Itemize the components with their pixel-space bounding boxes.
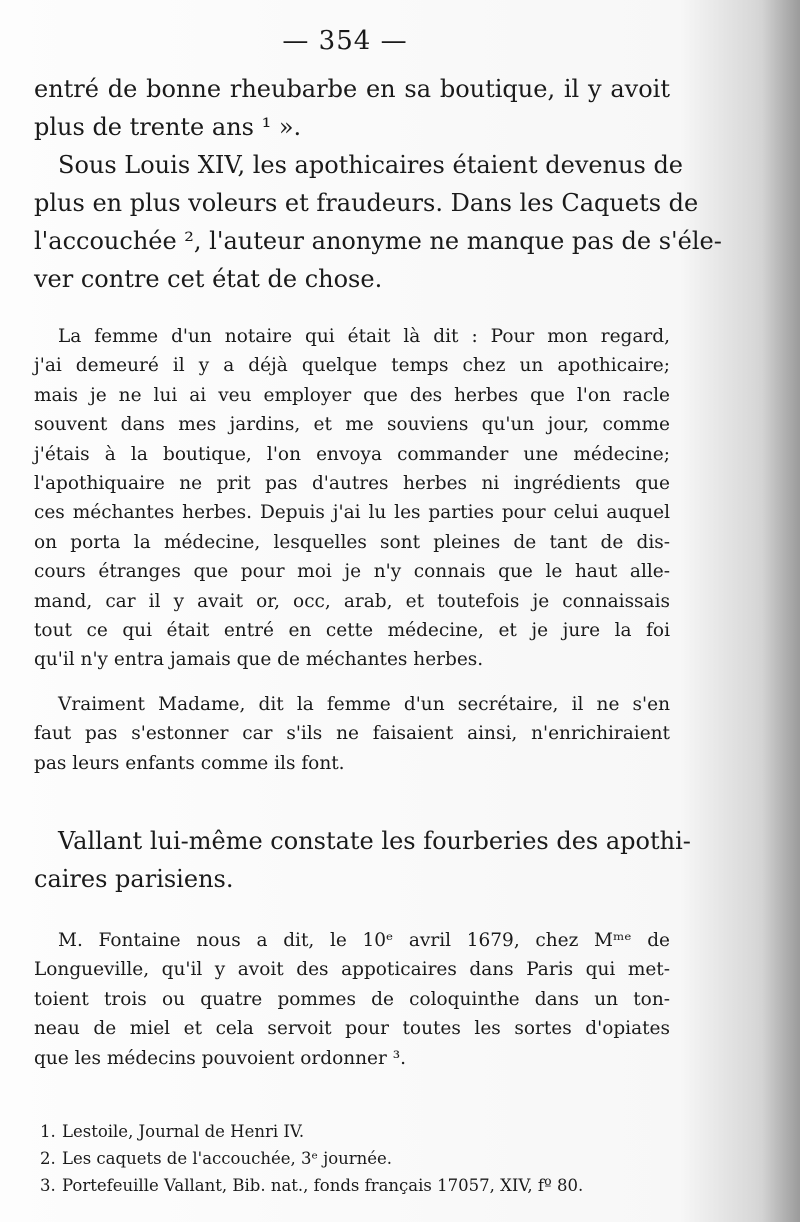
text-line: Vraiment Madame, dit la femme d'un secrétaire, il ne s'en bbox=[58, 694, 670, 715]
footnote-number: 1. bbox=[40, 1122, 56, 1141]
text-line: pas leurs enfants comme ils font. bbox=[34, 752, 345, 774]
footnote-number: 3. bbox=[40, 1176, 56, 1195]
footnote-text: Lestoile, Journal de Henri IV. bbox=[62, 1122, 305, 1141]
text-line: neau de miel et cela servoit pour toutes les sortes d'opiates bbox=[34, 1018, 670, 1040]
text-line: M. Fontaine nous a dit, le 10ᵉ avril 1679, chez Mᵐᵉ de bbox=[58, 930, 670, 951]
text-line: Longueville, qu'il y avoit des appoticaires dans Paris qui met- bbox=[34, 959, 670, 981]
text-line: souvent dans mes jardins, et me souviens qu'un jour, comme bbox=[34, 414, 670, 436]
footnote-text: Les caquets de l'accouchée, 3ᵉ journée. bbox=[62, 1149, 393, 1168]
text-line: faut pas s'estonner car s'ils ne faisaient ainsi, n'enrichiraient bbox=[34, 723, 670, 745]
text-line: ver contre cet état de chose. bbox=[34, 265, 383, 293]
text-line: j'ai demeuré il y a déjà quelque temps chez un apothicaire; bbox=[34, 355, 670, 377]
footnote-text: Portefeuille Vallant, Bib. nat., fonds français 17057, XIV, fº 80. bbox=[62, 1176, 584, 1195]
page-edge-shadow bbox=[762, 0, 800, 1222]
text-line: caires parisiens. bbox=[34, 865, 234, 893]
footnote bbox=[40, 1118, 680, 1145]
text-line: entré de bonne rheubarbe en sa boutique, il y avoit bbox=[34, 75, 670, 103]
paragraph-continuation bbox=[34, 70, 670, 146]
quote-secretaire bbox=[34, 690, 670, 778]
text-line: Sous Louis XIV, les apothicaires étaient devenus de bbox=[58, 151, 684, 179]
text-line: j'étais à la boutique, l'on envoya commander une médecine; bbox=[34, 443, 670, 465]
footnote-number: 2. bbox=[40, 1149, 56, 1168]
footnote bbox=[40, 1145, 680, 1172]
footnotes bbox=[40, 1118, 680, 1199]
text-line: plus de trente ans ¹ ». bbox=[34, 113, 302, 141]
text-line: qu'il n'y entra jamais que de méchantes herbes. bbox=[34, 649, 484, 671]
text-line: ces méchantes herbes. Depuis j'ai lu les parties pour celui auquel bbox=[34, 502, 670, 524]
paragraph-louis-xiv bbox=[34, 146, 722, 298]
quote-notaire bbox=[34, 322, 670, 675]
text-line: plus en plus voleurs et fraudeurs. Dans les Caquets de bbox=[34, 189, 699, 217]
text-line: que les médecins pouvoient ordonner ³. bbox=[34, 1047, 407, 1069]
paragraph-vallant bbox=[34, 822, 691, 898]
page-number: — 354 — bbox=[282, 26, 408, 56]
footnote bbox=[40, 1172, 680, 1199]
text-line: l'accouchée ², l'auteur anonyme ne manque pas de s'éle- bbox=[34, 227, 722, 255]
text-line: cours étranges que pour moi je n'y connais que le haut alle- bbox=[34, 561, 670, 583]
text-line: mais je ne lui ai veu employer que des herbes que l'on racle bbox=[34, 384, 670, 406]
text-line: mand, car il y avait or, occ, arab, et toutefois je connaissais bbox=[34, 590, 670, 612]
text-line: tout ce qui était entré en cette médecine, et je jure la foi bbox=[34, 620, 670, 642]
text-line: Vallant lui-même constate les fourberies des apothi- bbox=[58, 827, 691, 855]
text-line: toient trois ou quatre pommes de coloquinthe dans un ton- bbox=[34, 988, 670, 1010]
quote-fontaine bbox=[34, 926, 670, 1073]
text-line: La femme d'un notaire qui était là dit : Pour mon regard, bbox=[58, 326, 670, 347]
text-line: l'apothiquaire ne prit pas d'autres herbes ni ingrédients que bbox=[34, 473, 670, 495]
text-line: on porta la médecine, lesquelles sont pleines de tant de dis- bbox=[34, 531, 670, 553]
